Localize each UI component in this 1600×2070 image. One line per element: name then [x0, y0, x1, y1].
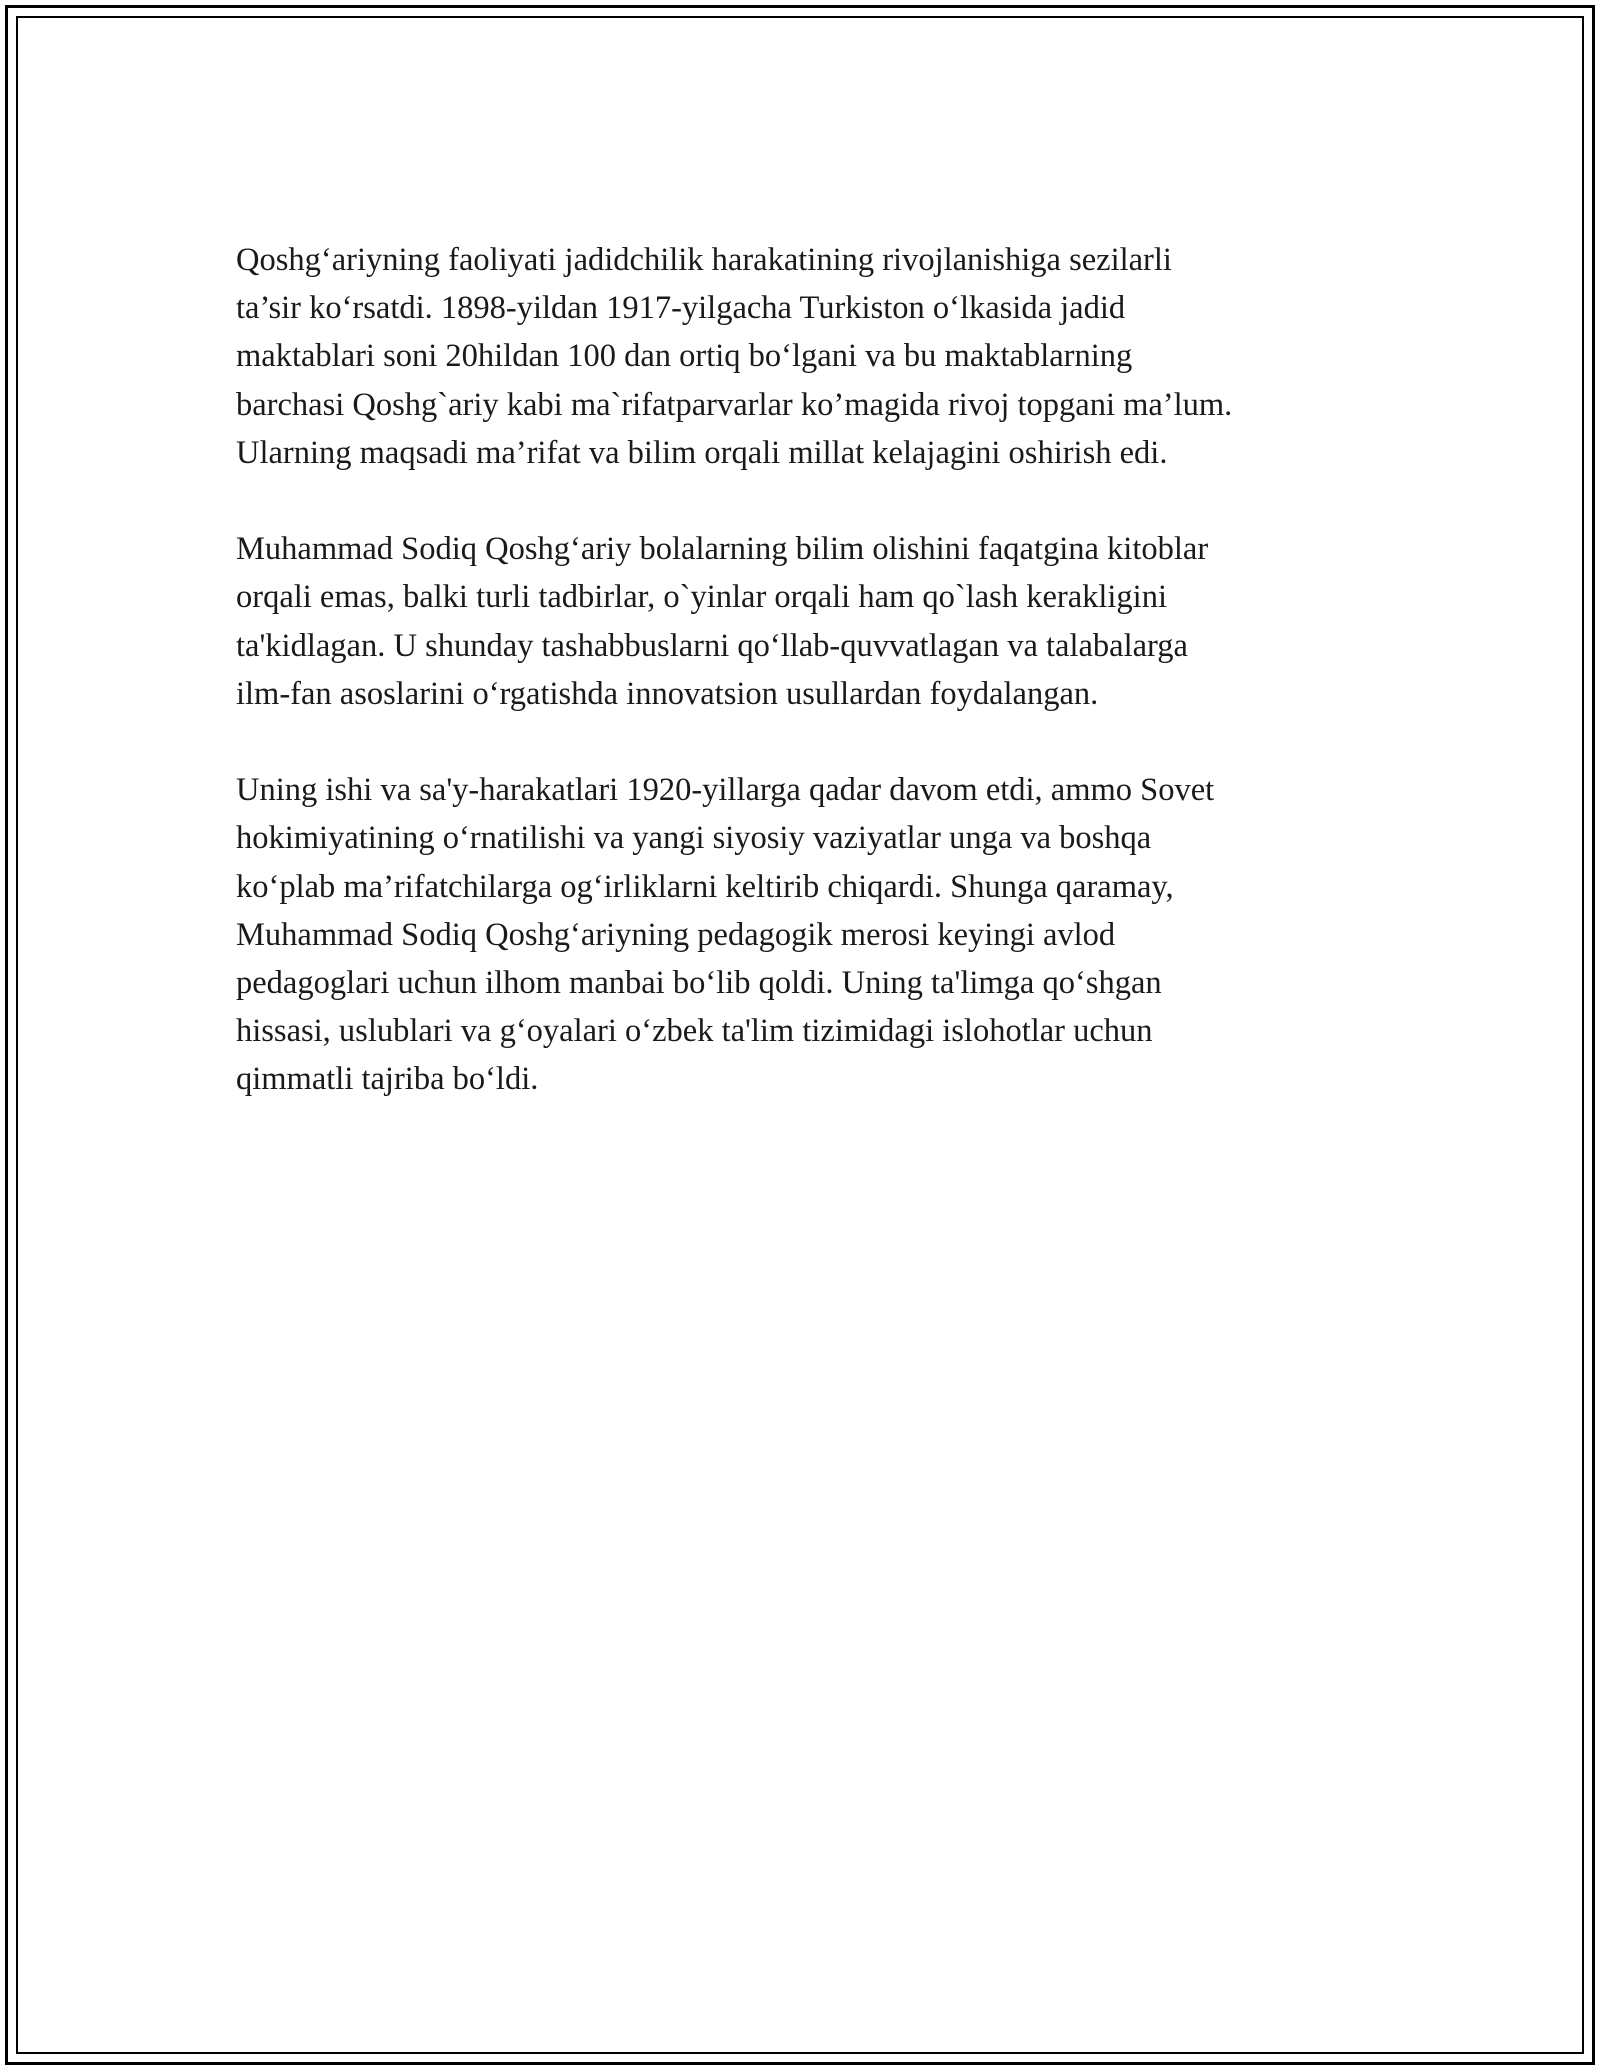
paragraph-line: ko‘plab ma’rifatchilarga og‘irliklarni keltirib chiqardi. Shunga qaramay,	[236, 868, 1174, 905]
paragraph-line: hissasi, uslublari va g‘oyalari o‘zbek ta'lim tizimidagi islohotlar uchun	[236, 1013, 1153, 1050]
paragraph-line: qimmatli tajriba bo‘ldi.	[236, 1061, 539, 1098]
paragraph-line: ilm-fan asoslarini o‘rgatishda innovatsion usullardan foydalangan.	[236, 675, 1099, 712]
document-body	[236, 236, 1396, 1152]
paragraph-line: Muhammad Sodiq Qoshg‘ariyning pedagogik merosi keyingi avlod	[236, 916, 1116, 953]
paragraph-3	[236, 766, 1396, 1103]
paragraph-line: barchasi Qoshg`ariy kabi ma`rifatparvarlar ko’magida rivoj topgani ma’lum.	[236, 386, 1233, 423]
paragraph-line: Uning ishi va sa'y-harakatlari 1920-yillarga qadar davom etdi, ammo Sovet	[236, 772, 1215, 809]
paragraph-line: ta'kidlagan. U shunday tashabbuslarni qo‘llab-quvvatlagan va talabalarga	[236, 627, 1188, 664]
paragraph-line: ta’sir ko‘rsatdi. 1898-yildan 1917-yilgacha Turkiston o‘lkasida jadid	[236, 290, 1126, 327]
paragraph-line: pedagoglari uchun ilhom manbai bo‘lib qoldi. Uning ta'limga qo‘shgan	[236, 965, 1162, 1002]
paragraph-line: maktablari soni 20hildan 100 dan ortiq bo‘lgani va bu maktablarning	[236, 338, 1133, 375]
paragraph-2	[236, 525, 1396, 718]
paragraph-line: hokimiyatining o‘rnatilishi va yangi siyosiy vaziyatlar unga va boshqa	[236, 820, 1152, 857]
paragraph-line: orqali emas, balki turli tadbirlar, o`yinlar orqali ham qo`lash kerakligini	[236, 579, 1167, 616]
paragraph-1	[236, 236, 1396, 477]
paragraph-line: Ularning maqsadi ma’rifat va bilim orqali millat kelajagini oshirish edi.	[236, 434, 1168, 471]
paragraph-line: Qoshg‘ariyning faoliyati jadidchilik harakatining rivojlanishiga sezilarli	[236, 242, 1172, 278]
paragraph-line: Muhammad Sodiq Qoshg‘ariy bolalarning bilim olishini faqatgina kitoblar	[236, 531, 1209, 568]
